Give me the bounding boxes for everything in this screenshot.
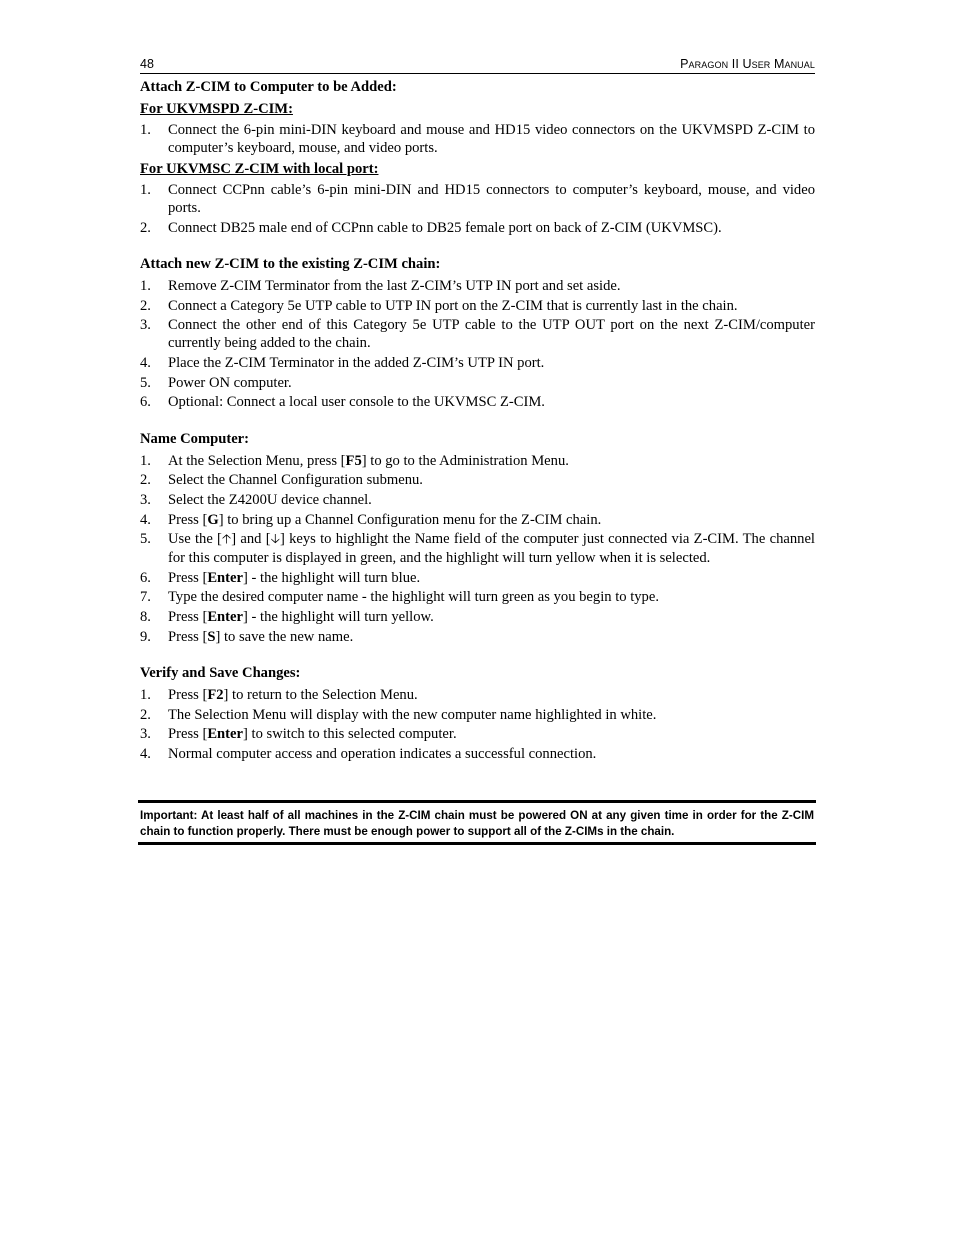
list-item: 2. Connect a Category 5e UTP cable to UTP IN port on the Z-CIM that is currently last in the chain. xyxy=(140,297,738,314)
list-item: 7. Type the desired computer name - the highlight will turn green as you begin to type. xyxy=(140,589,659,606)
arrow-up-icon: 🡡 xyxy=(221,532,232,548)
section-heading-verify: Verify and Save Changes: xyxy=(140,665,301,682)
arrow-down-icon: 🡣 xyxy=(270,532,280,548)
list-item: 4. Normal computer access and operation indicates a successful connection. xyxy=(140,745,597,762)
section-heading-attach: Attach Z-CIM to Computer to be Added: xyxy=(140,79,397,95)
list-item: 1. Press [F2] to return to the Selection Menu. xyxy=(140,687,418,704)
key-label: Enter xyxy=(207,608,243,625)
list-item: 4. Place the Z-CIM Terminator in the added Z-CIM’s UTP IN port. xyxy=(140,354,545,371)
key-label: Enter xyxy=(207,726,243,743)
section-heading-name: Name Computer: xyxy=(140,430,250,447)
key-label: Enter xyxy=(207,569,243,586)
list-item: 1. Connect the 6-pin mini-DIN keyboard and mouse and HD15 video connectors on the UKVMSPD Z-CIM to computer’s keyboard, mouse, and video ports. xyxy=(140,122,815,156)
list-item: 3. Connect the other end of this Category 5e UTP cable to the UTP OUT port on the next Z-CIM/computer currently being added to the chain. xyxy=(140,317,815,352)
list-item: 1. Connect CCPnn cable’s 6-pin mini-DIN and HD15 connectors to computer’s keyboard, mouse, and video ports. xyxy=(140,182,815,216)
list-item: 1. Remove Z-CIM Terminator from the last Z-CIM’s UTP IN port and set aside. xyxy=(140,278,621,295)
steps-ukvmsc xyxy=(140,181,815,237)
list-item: 2. Select the Channel Configuration submenu. xyxy=(140,472,423,489)
list-item: 4. Press [G] to bring up a Channel Configuration menu for the Z-CIM chain. xyxy=(140,511,602,528)
running-header xyxy=(140,54,815,74)
list-item: 5. Power ON computer. xyxy=(140,374,292,391)
steps-verify xyxy=(140,686,815,763)
section-heading-chain: Attach new Z-CIM to the existing Z-CIM chain: xyxy=(140,256,441,273)
subheading-ukvmspd: For UKVMSPD Z-CIM: xyxy=(140,101,293,117)
list-item: 6. Optional: Connect a local user console to the UKVMSC Z-CIM. xyxy=(140,394,545,411)
list-item: 8. Press [Enter] - the highlight will turn yellow. xyxy=(140,608,434,625)
subheading-ukvmsc: For UKVMSC Z-CIM with local port: xyxy=(140,161,379,177)
manual-title: Paragon II User Manual xyxy=(680,57,815,71)
list-item: 3. Press [Enter] to switch to this selected computer. xyxy=(140,726,457,743)
steps-ukvmspd xyxy=(140,121,815,157)
important-note: Important: At least half of all machines in the Z-CIM chain must be powered ON at any given time in order for the Z-CIM chain to function properly. There must be enough power to support all of the Z-CIMs in the chain. xyxy=(138,800,816,845)
key-label: F5 xyxy=(345,452,362,469)
page-content xyxy=(140,78,815,764)
key-label: F2 xyxy=(207,687,224,704)
list-item: 5. Use the [🡡] and [🡣] keys to highlight the Name field of the computer just connected via Z-CIM. The channel for this computer is displayed in green, and the highlight will turn yellow when it is selected. xyxy=(140,531,815,567)
list-item: 1. At the Selection Menu, press [F5] to go to the Administration Menu. xyxy=(140,452,569,469)
list-item: 3. Select the Z4200U device channel. xyxy=(140,491,372,508)
list-item: 2. Connect DB25 male end of CCPnn cable to DB25 female port on back of Z-CIM (UKVMSC). xyxy=(140,219,722,236)
list-item: 6. Press [Enter] - the highlight will turn blue. xyxy=(140,569,421,586)
key-label: G xyxy=(207,511,219,528)
steps-name xyxy=(140,452,815,646)
list-item: 9. Press [S] to save the new name. xyxy=(140,628,354,645)
key-label: S xyxy=(207,628,216,645)
page-number: 48 xyxy=(140,57,154,71)
steps-chain xyxy=(140,277,815,411)
list-item: 2. The Selection Menu will display with the new computer name highlighted in white. xyxy=(140,706,657,723)
